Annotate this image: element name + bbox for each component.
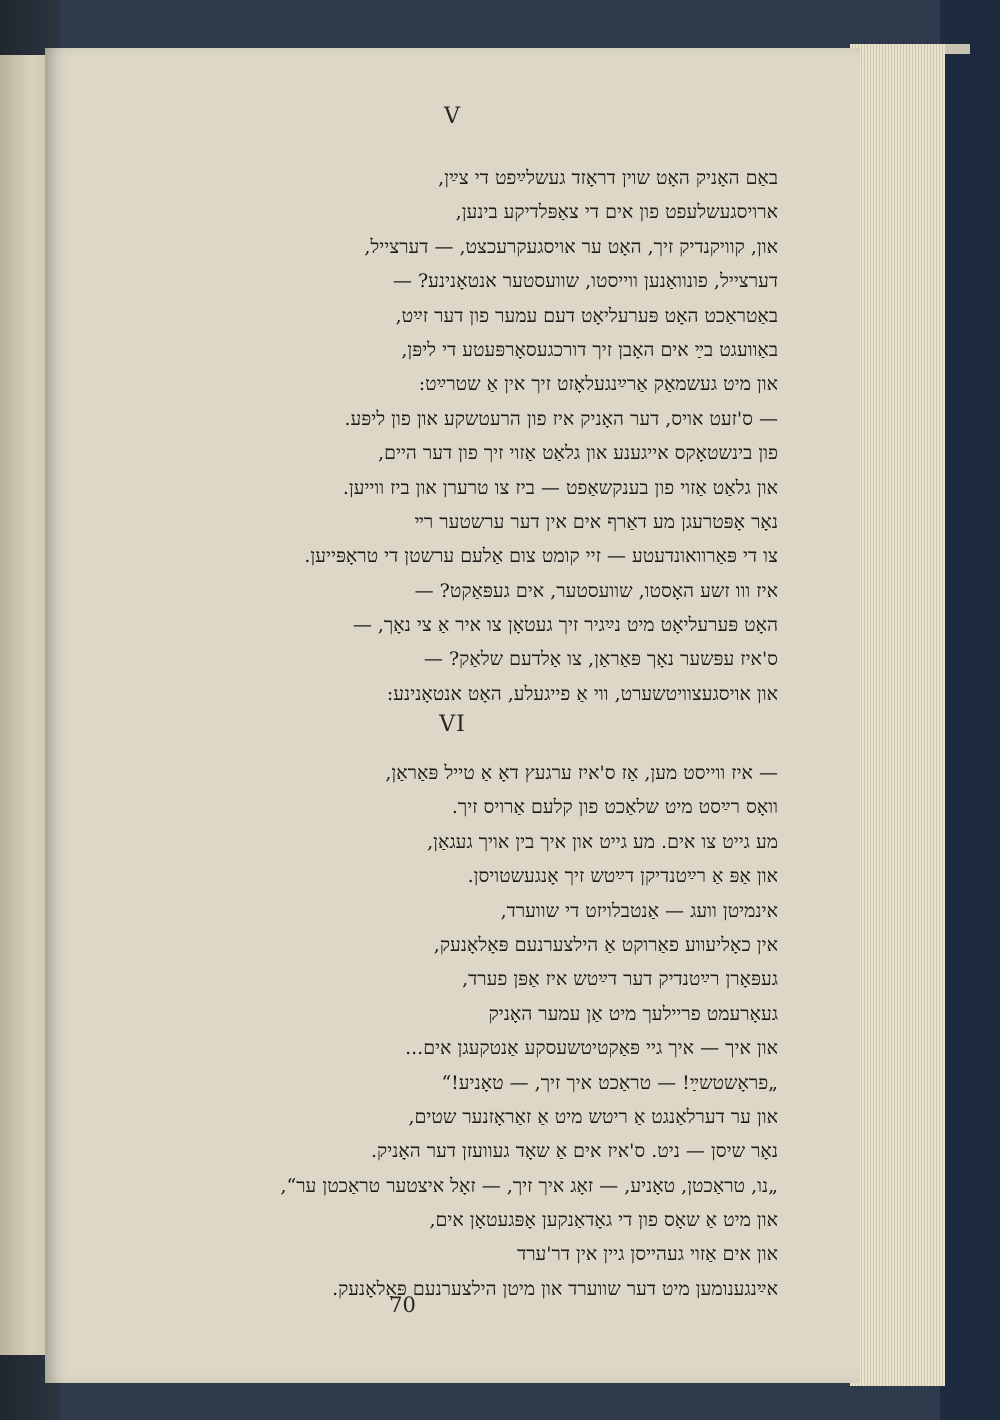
poem-line: אײַנגענומען מיט דער שווערד און מיטן הילצערנעם פּאָלאָנעק. bbox=[332, 1277, 778, 1300]
poem-line: איז ווו זשע האָסטו, שוועסטער, אים געפּאַקט? — bbox=[414, 579, 778, 602]
page-number: 70 bbox=[389, 1293, 416, 1317]
section-heading-v: V bbox=[444, 104, 461, 129]
poem-line: וואָס רײַסט מיט שלאַכט פון קלעם אַרויס זיך. bbox=[451, 796, 778, 819]
page-fore-edge bbox=[850, 44, 945, 1386]
poem-section-v bbox=[70, 161, 778, 711]
poem-line: — איז ווייסט מען, אַז ס'איז ערגעץ דאָ אַ טייל פּאַראַן, bbox=[385, 762, 778, 784]
poem-section-vi bbox=[70, 756, 778, 1306]
poem-line: און מיט אַ שאָס פון די גאָדאַנקען אָפּגעטאָן אים, bbox=[429, 1209, 778, 1232]
poem-line: מע גייט צו אים. מע גייט און איך בין אויך געגאַן, bbox=[427, 830, 778, 853]
poem-line: נאָר שיסן — ניט. ס'איז אים אַ שאָד געוועזן דער האָניק. bbox=[371, 1140, 778, 1163]
poem-line: ארויסגעשלעפט פון אים די צאַפּלדיקע בינען, bbox=[455, 201, 778, 224]
poem-line: און מיט געשמאַק אַרײַנגעלאָזט זיך אין אַ שטרײַט: bbox=[418, 373, 778, 396]
poem-line: און אויסגעצוויטשערט, ווי אַ פייגעלע, האָט אנטאָנינע: bbox=[386, 682, 778, 705]
left-page-edge bbox=[0, 55, 50, 1355]
poem-line: און אים אַזוי געהייסן גיין אין דר'ערד bbox=[517, 1243, 778, 1266]
poem-line: צו די פּאַרוואונדעטע — זיי קומט צום אַלעם ערשטן די טראָפּייען. bbox=[304, 545, 778, 568]
poem-line: פון בינשטאָקס אייגענע און גלאַט אַזוי זיך פון דער היים, bbox=[378, 442, 778, 465]
poem-line: באַם האָניק האָט שוין דראָזד געשלײַפט די צײַן, bbox=[438, 167, 778, 189]
book-cover-right bbox=[940, 0, 1000, 1420]
poem-line: דערצייל, פונוואַנען ווייסטו, שוועסטער אנטאָנינע? — bbox=[392, 270, 778, 293]
poem-line: „נו, טראַכטן, טאָניע, — זאָג איך זיך, — זאָל איצטער טראַכטן ער“, bbox=[280, 1174, 778, 1197]
section-heading-vi: VI bbox=[439, 712, 466, 737]
poem-line: באַוועגט בײַ אים האָבן זיך דורכגעסאָרפּעטע די ליפּן, bbox=[401, 338, 778, 361]
poem-line: אינמיטן וועג — אַנטבלויזט די שווערד, bbox=[500, 899, 778, 922]
poem-line: און גלאַט אַזוי פון בענקשאַפט — ביז צו טרערן און ביז ווייען. bbox=[342, 476, 778, 499]
poem-line: און ער דערלאַנגט אַ ריטש מיט אַ זאַראָזנער שטים, bbox=[408, 1105, 778, 1128]
poem-line: און איך — איך גיי פּאַקטיטשעסקע אַנטקעגן אים... bbox=[405, 1037, 778, 1060]
poem-line: באַטראַכט האָט פּערעליאָט דעם עמער פון דער זײַט, bbox=[395, 304, 778, 327]
poem-line: „פראָשטשײַ! — טראַכט איך זיך, — טאָניע!“ bbox=[441, 1071, 778, 1094]
poem-line: נאָר אָפּטרעגן מע דאַרף אים אין דער ערשטער רײ bbox=[414, 510, 778, 533]
poem-line: ס'איז עפּשער נאָך פּאַראַן, צו אַלדעם שלאַק? — bbox=[423, 648, 778, 671]
poem-line: האָט פּערעליאָט מיט נײַגיר זיך געטאָן צו איר אַ צי נאָך, — bbox=[352, 614, 778, 637]
poem-line: און אַפּ אַ רײַטנדיקן דײַטש זיך אָנגעשטויסן. bbox=[467, 865, 778, 888]
poem-line: און, קוויקנדיק זיך, האָט ער אויסגעקרעכצט, — דערצייל, bbox=[364, 235, 778, 258]
poem-line: געפּאָרן רײַטנדיק דער דײַטש איז אַפּן פערד, bbox=[462, 968, 778, 991]
poem-line: געאָרעמט פריילעך מיט אַן עמער האָניק bbox=[488, 1002, 778, 1025]
poem-line: — ס'זעט אויס, דער האָניק איז פון הרעטשקע און פון ליפּע. bbox=[344, 407, 778, 430]
poem-line: אין כאָליעווע פאַרוקט אַ הילצערנעם פּאָלאָנעק, bbox=[433, 933, 778, 956]
